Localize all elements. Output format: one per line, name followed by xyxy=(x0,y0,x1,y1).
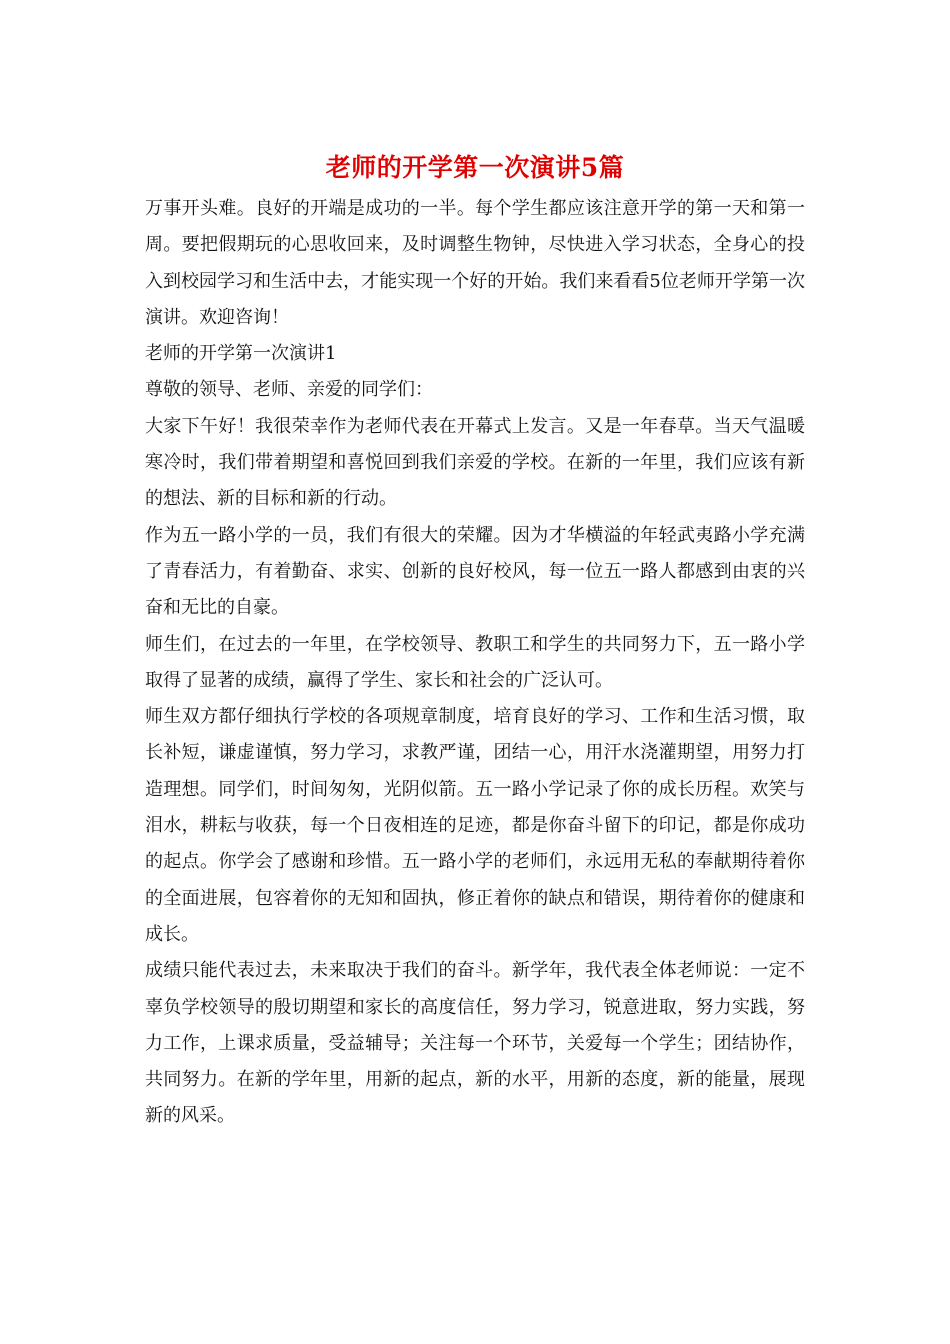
body-paragraph: 师生们，在过去的一年里，在学校领导、教职工和学生的共同努力下，五一路小学取得了显著的成绩，赢得了学生、家长和社会的广泛认可。 xyxy=(145,633,805,691)
speech-heading: 老师的开学第一次演讲1 xyxy=(145,343,337,365)
body-paragraph: 大家下午好！我很荣幸作为老师代表在开幕式上发言。又是一年春草。当天气温暖寒冷时，我们带着期望和喜悦回到我们亲爱的学校。在新的一年里，我们应该有新的想法、新的目标和新的行动。 xyxy=(145,415,805,510)
salutation: 尊敬的领导、老师、亲爱的同学们： xyxy=(145,379,433,401)
body-paragraph: 成绩只能代表过去，未来取决于我们的奋斗。新学年，我代表全体老师说：一定不辜负学校领导的殷切期望和家长的高度信任，努力学习，锐意进取，努力实践，努力工作，上课求质量，受益辅导；关注每一个环节，关爱每一个学生；团结协作，共同努力。在新的学年里，用新的起点，新的水平，用新的态度，新的能量，展现新的风采。 xyxy=(145,960,805,1127)
body-paragraph: 师生双方都仔细执行学校的各项规章制度，培育良好的学习、工作和生活习惯，取长补短，谦虚谨慎，努力学习，求教严谨，团结一心，用汗水浇灌期望，用努力打造理想。同学们，时间匆匆，光阴似箭。五一路小学记录了你的成长历程。欢笑与泪水，耕耘与收获，每一个日夜相连的足迹，都是你奋斗留下的印记，都是你成功的起点。你学会了感谢和珍惜。五一路小学的老师们，永远用无私的奉献期待着你的全面进展，包容着你的无知和固执，修正着你的缺点和错误，期待着你的健康和成长。 xyxy=(145,706,805,945)
document-body xyxy=(145,191,805,1135)
body-paragraph: 作为五一路小学的一员，我们有很大的荣耀。因为才华横溢的年轻武夷路小学充满了青春活力，有着勤奋、求实、创新的良好校风，每一位五一路人都感到由衷的兴奋和无比的自豪。 xyxy=(145,524,805,619)
intro-paragraph: 万事开头难。良好的开端是成功的一半。每个学生都应该注意开学的第一天和第一周。要把假期玩的心思收回来，及时调整生物钟，尽快进入学习状态，全身心的投入到校园学习和生活中去，才能实现一个好的开始。我们来看看5位老师开学第一次演讲。欢迎咨询！ xyxy=(145,198,805,328)
document-title: 老师的开学第一次演讲5篇 xyxy=(325,153,625,182)
